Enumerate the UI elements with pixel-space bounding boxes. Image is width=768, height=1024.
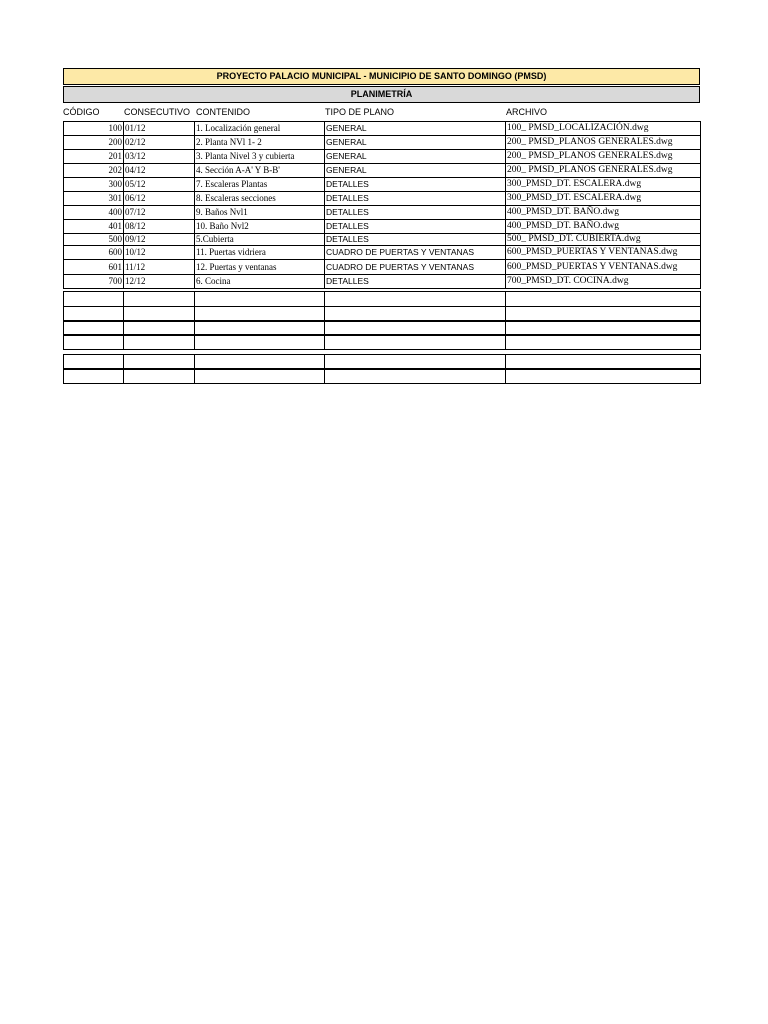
cell-consecutivo[interactable]: 11/12 [123, 259, 195, 275]
cell-archivo[interactable] [505, 291, 701, 307]
cell-contenido[interactable]: 3. Planta Nivel 3 y cubierta [194, 149, 325, 164]
cell-consecutivo[interactable]: 07/12 [123, 205, 195, 220]
cell-codigo[interactable] [63, 291, 124, 307]
cell-tipo[interactable]: GENERAL [324, 135, 506, 150]
cell-consecutivo[interactable] [123, 368, 195, 384]
cell-tipo[interactable]: GENERAL [324, 149, 506, 164]
cell-tipo[interactable]: GENERAL [324, 121, 506, 136]
cell-contenido[interactable]: 10. Baño Nvl2 [194, 219, 325, 234]
cell-contenido[interactable]: 8. Escaleras secciones [194, 191, 325, 206]
cell-codigo[interactable]: 401 [63, 219, 124, 234]
cell-consecutivo[interactable]: 12/12 [123, 274, 195, 289]
cell-contenido[interactable] [194, 334, 325, 350]
cell-tipo[interactable] [324, 368, 506, 384]
cell-consecutivo[interactable]: 06/12 [123, 191, 195, 206]
cell-codigo[interactable]: 601 [63, 259, 124, 275]
header-archivo: ARCHIVO [506, 107, 548, 117]
cell-archivo[interactable]: 200_ PMSD_PLANOS GENERALES.dwg [505, 149, 701, 164]
cell-consecutivo[interactable]: 05/12 [123, 177, 195, 192]
cell-archivo[interactable]: 700_PMSD_DT. COCINA.dwg [505, 274, 701, 289]
cell-consecutivo[interactable]: 01/12 [123, 121, 195, 136]
cell-consecutivo[interactable] [123, 291, 195, 307]
cell-codigo[interactable]: 200 [63, 135, 124, 150]
cell-tipo[interactable]: DETALLES [324, 177, 506, 192]
cell-consecutivo[interactable]: 02/12 [123, 135, 195, 150]
header-tipo-de-plano: TIPO DE PLANO [325, 107, 395, 117]
cell-tipo[interactable] [324, 291, 506, 307]
cell-codigo[interactable]: 301 [63, 191, 124, 206]
cell-consecutivo[interactable] [123, 334, 195, 350]
cell-tipo[interactable]: CUADRO DE PUERTAS Y VENTANAS [324, 245, 506, 260]
cell-codigo[interactable]: 100 [63, 121, 124, 136]
cell-contenido[interactable]: 2. Planta NVl 1- 2 [194, 135, 325, 150]
header-consecutivo: CONSECUTIVO [124, 107, 191, 117]
cell-consecutivo[interactable]: 04/12 [123, 163, 195, 178]
cell-tipo[interactable]: CUADRO DE PUERTAS Y VENTANAS [324, 259, 506, 275]
cell-contenido[interactable] [194, 368, 325, 384]
cell-codigo[interactable]: 201 [63, 149, 124, 164]
cell-tipo[interactable]: DETALLES [324, 205, 506, 220]
cell-codigo[interactable] [63, 368, 124, 384]
cell-archivo[interactable]: 400_PMSD_DT. BAÑO.dwg [505, 219, 701, 234]
cell-contenido[interactable]: 1. Localización general [194, 121, 325, 136]
cell-tipo[interactable]: DETALLES [324, 191, 506, 206]
cell-archivo[interactable]: 200_ PMSD_PLANOS GENERALES.dwg [505, 135, 701, 150]
cell-codigo[interactable]: 500 [63, 233, 124, 246]
header-codigo: CÓDIGO [63, 107, 100, 117]
header-contenido: CONTENIDO [196, 107, 250, 117]
cell-contenido[interactable]: 7. Escaleras Plantas [194, 177, 325, 192]
cell-archivo[interactable]: 300_PMSD_DT. ESCALERA.dwg [505, 177, 701, 192]
cell-codigo[interactable]: 400 [63, 205, 124, 220]
cell-codigo[interactable] [63, 334, 124, 350]
cell-consecutivo[interactable]: 08/12 [123, 219, 195, 234]
cell-codigo[interactable]: 300 [63, 177, 124, 192]
cell-archivo[interactable] [505, 334, 701, 350]
cell-archivo[interactable]: 500_ PMSD_DT. CUBIERTA.dwg [505, 233, 701, 246]
cell-archivo[interactable]: 200_ PMSD_PLANOS GENERALES.dwg [505, 163, 701, 178]
cell-tipo[interactable] [324, 334, 506, 350]
cell-archivo[interactable]: 600_PMSD_PUERTAS Y VENTANAS.dwg [505, 245, 701, 260]
cell-contenido[interactable]: 5.Cubierta [194, 233, 325, 246]
cell-consecutivo[interactable]: 10/12 [123, 245, 195, 260]
section-title: PLANIMETRÍA [63, 86, 700, 103]
cell-archivo[interactable]: 100_ PMSD_LOCALIZACIÓN.dwg [505, 121, 701, 136]
cell-contenido[interactable]: 9. Baños Nvl1 [194, 205, 325, 220]
cell-tipo[interactable]: DETALLES [324, 233, 506, 246]
plans-table [63, 121, 700, 383]
cell-contenido[interactable]: 4. Sección A-A' Y B-B' [194, 163, 325, 178]
cell-contenido[interactable]: 6. Cocina [194, 274, 325, 289]
cell-contenido[interactable]: 11. Puertas vidriera [194, 245, 325, 260]
cell-consecutivo[interactable]: 03/12 [123, 149, 195, 164]
cell-tipo[interactable]: DETALLES [324, 219, 506, 234]
cell-consecutivo[interactable]: 09/12 [123, 233, 195, 246]
cell-archivo[interactable]: 300_PMSD_DT. ESCALERA.dwg [505, 191, 701, 206]
cell-tipo[interactable]: GENERAL [324, 163, 506, 178]
cell-codigo[interactable]: 202 [63, 163, 124, 178]
cell-contenido[interactable] [194, 291, 325, 307]
table-header [63, 104, 700, 120]
project-title: PROYECTO PALACIO MUNICIPAL - MUNICIPIO DE SANTO DOMINGO (PMSD) [63, 68, 700, 85]
cell-tipo[interactable]: DETALLES [324, 274, 506, 289]
cell-codigo[interactable]: 700 [63, 274, 124, 289]
cell-contenido[interactable]: 12. Puertas y ventanas [194, 259, 325, 275]
cell-archivo[interactable]: 600_PMSD_PUERTAS Y VENTANAS.dwg [505, 259, 701, 275]
cell-archivo[interactable]: 400_PMSD_DT. BAÑO.dwg [505, 205, 701, 220]
cell-archivo[interactable] [505, 368, 701, 384]
cell-codigo[interactable]: 600 [63, 245, 124, 260]
